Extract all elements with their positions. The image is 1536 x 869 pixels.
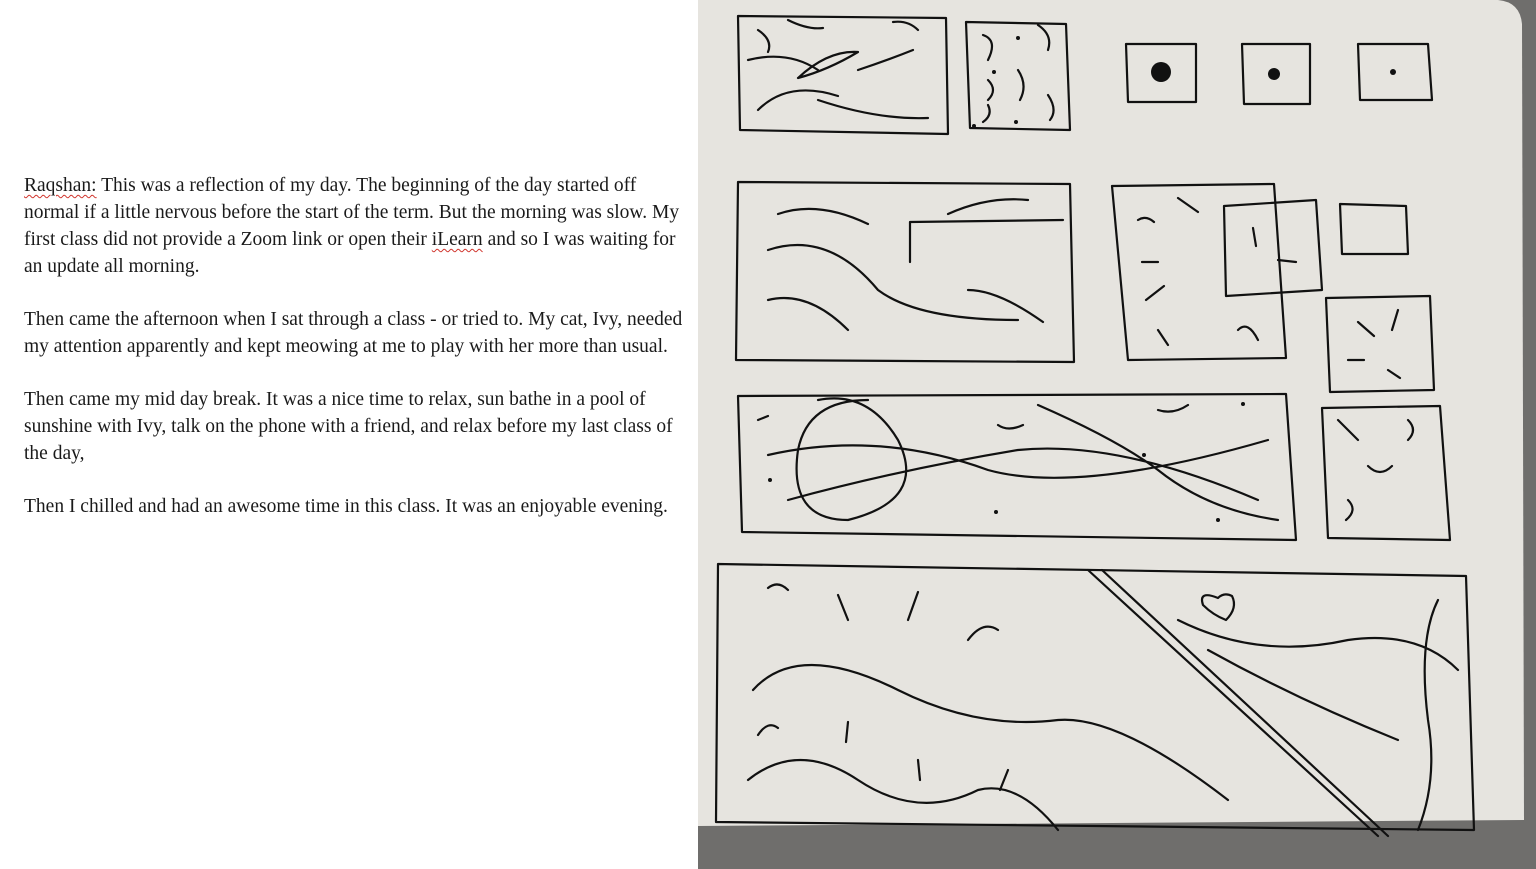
document-panel [0, 0, 698, 869]
paragraph-1-end: and so I was waiting for an update all morning. [24, 229, 676, 277]
paragraph-4: Then I chilled and had an awesome time in this class. It was an enjoyable evening. [24, 496, 668, 517]
paragraph-1-body: This was a reflection of my day. The beginning of the day started off normal if a little nervous before the start of the term. But the morning was slow. My first class did not provide a Zoom link or open their [24, 175, 680, 250]
paragraph-1 [24, 172, 696, 280]
reflection-text [24, 172, 696, 546]
paper-sheet [698, 0, 1524, 826]
paragraph-2: Then came the afternoon when I sat through a class - or tried to. My cat, Ivy, needed my attention apparently and kept meowing at me to play with her more than usual. [24, 309, 683, 357]
sketch-drawing [698, 0, 1536, 869]
sketch-photo [698, 0, 1536, 869]
paragraph-3: Then came my mid day break. It was a nice time to relax, sun bathe in a pool of sunshine with Ivy, talk on the phone with a friend, and relax before my last class of the day, [24, 389, 673, 464]
speaker-name: Raqshan: [24, 175, 97, 196]
spellcheck-word: iLearn [431, 229, 483, 250]
